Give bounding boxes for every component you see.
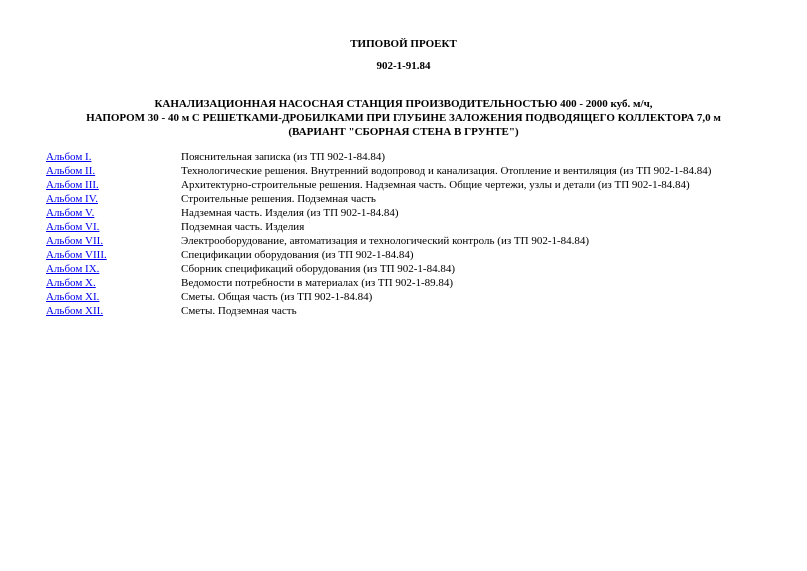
document-title <box>0 97 807 139</box>
document-number-heading: 902-1-91.84 <box>376 60 431 72</box>
album-description: Сметы. Подземная часть <box>181 305 297 317</box>
album-description: Архитектурно-строительные решения. Надземная часть. Общие чертежи, узлы и детали (из ТП 902-1-84.84) <box>181 179 690 191</box>
album-row <box>46 234 786 248</box>
album-link[interactable]: Альбом IX. <box>46 263 100 275</box>
album-link[interactable]: Альбом V. <box>46 207 95 219</box>
album-row <box>46 164 786 178</box>
album-description: Ведомости потребности в материалах (из ТП 902-1-89.84) <box>181 277 454 289</box>
album-link[interactable]: Альбом XII. <box>46 305 104 317</box>
album-link[interactable]: Альбом III. <box>46 179 99 191</box>
album-link[interactable]: Альбом VIII. <box>46 249 107 261</box>
album-description: Спецификации оборудования (из ТП 902-1-84.84) <box>181 249 414 261</box>
album-row <box>46 150 786 164</box>
album-description: Надземная часть. Изделия (из ТП 902-1-84.84) <box>181 207 399 219</box>
album-row <box>46 178 786 192</box>
album-description: Сборник спецификаций оборудования (из ТП 902-1-84.84) <box>181 263 456 275</box>
document-title-line: НАПОРОМ 30 - 40 м С РЕШЕТКАМИ-ДРОБИЛКАМИ ПРИ ГЛУБИНЕ ЗАЛОЖЕНИЯ ПОДВОДЯЩЕГО КОЛЛЕКТОРА 7,0 м <box>86 112 721 124</box>
album-row <box>46 192 786 206</box>
album-link[interactable]: Альбом I. <box>46 151 92 163</box>
album-row <box>46 248 786 262</box>
album-row <box>46 276 786 290</box>
album-description: Электрооборудование, автоматизация и технологический контроль (из ТП 902-1-84.84) <box>181 235 590 247</box>
album-row <box>46 304 786 318</box>
album-description: Подземная часть. Изделия <box>181 221 305 233</box>
document-title-line: (ВАРИАНТ "СБОРНАЯ СТЕНА В ГРУНТЕ") <box>288 126 519 138</box>
album-row <box>46 290 786 304</box>
album-description: Строительные решения. Подземная часть <box>181 193 376 205</box>
album-list <box>46 150 786 318</box>
document-title-line: КАНАЛИЗАЦИОННАЯ НАСОСНАЯ СТАНЦИЯ ПРОИЗВОДИТЕЛЬНОСТЬЮ 400 - 2000 куб. м/ч, <box>154 98 653 110</box>
album-link[interactable]: Альбом VI. <box>46 221 100 233</box>
album-row <box>46 262 786 276</box>
album-row <box>46 206 786 220</box>
album-description: Пояснительная записка (из ТП 902-1-84.84) <box>181 151 386 163</box>
document-type-heading: ТИПОВОЙ ПРОЕКТ <box>350 38 457 50</box>
album-row <box>46 220 786 234</box>
album-link[interactable]: Альбом IV. <box>46 193 98 205</box>
album-description: Сметы. Общая часть (из ТП 902-1-84.84) <box>181 291 373 303</box>
album-link[interactable]: Альбом XI. <box>46 291 100 303</box>
album-link[interactable]: Альбом VII. <box>46 235 104 247</box>
album-link[interactable]: Альбом II. <box>46 165 96 177</box>
album-link[interactable]: Альбом X. <box>46 277 96 289</box>
album-description: Технологические решения. Внутренний водопровод и канализация. Отопление и вентиляция (из ТП 902-1-84.84) <box>181 165 712 177</box>
